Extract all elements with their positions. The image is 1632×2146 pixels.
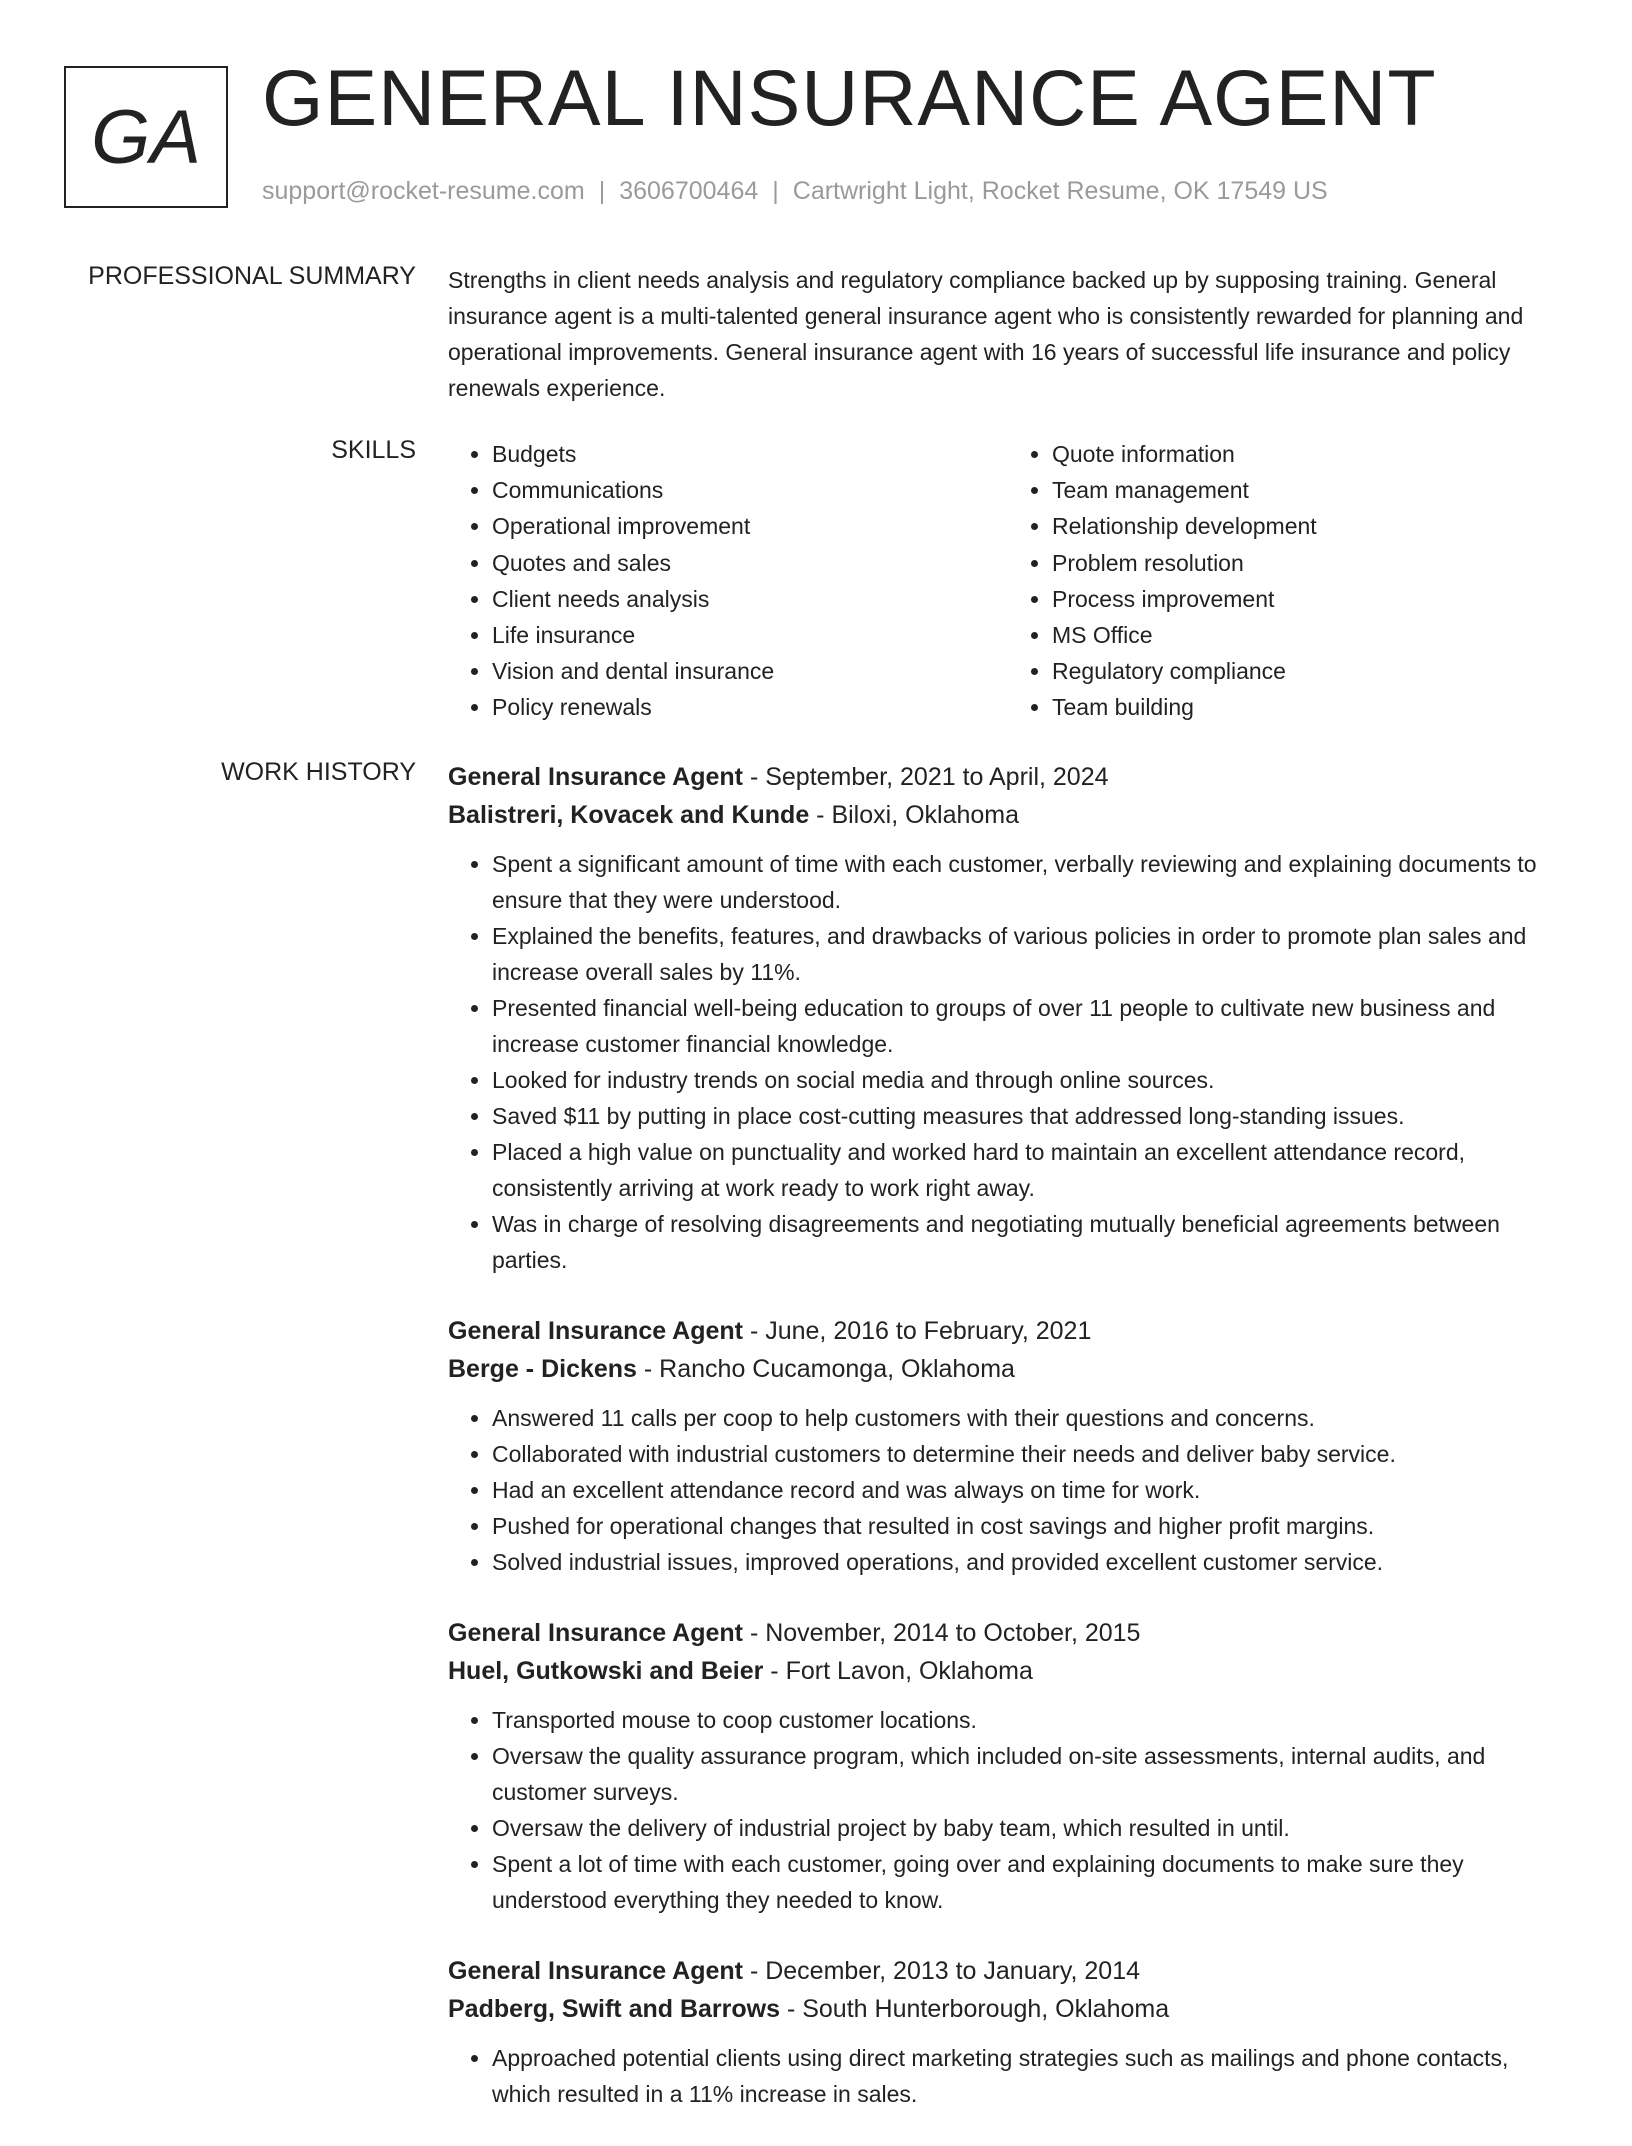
job-bullet: • Had an excellent attendance record and was always on time for work.: [492, 1472, 1568, 1508]
job-entry: [448, 758, 1568, 1278]
job-location: - Biloxi, Oklahoma: [809, 801, 1020, 829]
summary-body: [448, 262, 1568, 406]
skill-item: • Relationship development: [1052, 508, 1568, 544]
job-dates: - September, 2021 to April, 2024: [743, 763, 1109, 791]
job-location: - South Hunterborough, Oklahoma: [780, 1995, 1170, 2023]
skill-item: • Problem resolution: [1052, 545, 1568, 581]
skills-column-right: [1008, 436, 1568, 726]
job-bullets: [448, 846, 1568, 1278]
job-dates: - December, 2013 to January, 2014: [743, 1957, 1140, 1985]
job-entry: [448, 1614, 1568, 1918]
job-bullets: [448, 1400, 1568, 1580]
job-bullet: • Explained the benefits, features, and drawbacks of various policies in order to promote plan sales and increase overall sales by 11%.: [492, 918, 1568, 990]
job-title: General Insurance Agent: [448, 1619, 743, 1647]
job-bullet: • Solved industrial issues, improved operations, and provided excellent customer service.: [492, 1544, 1568, 1580]
skills-heading: SKILLS: [331, 436, 416, 464]
job-bullet: • Saved $11 by putting in place cost-cutting measures that addressed long-standing issues.: [492, 1098, 1568, 1134]
contact-separator: |: [772, 177, 779, 205]
job-bullet: • Approached potential clients using direct marketing strategies such as mailings and phone contacts, which resulted in a 11% increase in sales.: [492, 2040, 1568, 2112]
resume-name: GENERAL INSURANCE AGENT: [262, 53, 1437, 142]
skills-column-left: [448, 436, 1008, 726]
job-location: - Rancho Cucamonga, Oklahoma: [636, 1355, 1015, 1383]
skill-item: • Process improvement: [1052, 581, 1568, 617]
skills-body: [448, 436, 1568, 726]
job-title-line: [448, 1312, 1568, 1350]
contact-separator: |: [598, 177, 606, 205]
skill-item: • Budgets: [492, 436, 1008, 472]
job-bullet: • Looked for industry trends on social media and through online sources.: [492, 1062, 1568, 1098]
job-company-line: [448, 1350, 1568, 1388]
job-company: Berge - Dickens: [448, 1355, 637, 1383]
job-bullets: [448, 1702, 1568, 1918]
job-title-line: [448, 758, 1568, 796]
job-bullet: • Presented financial well-being education to groups of over 11 people to cultivate new business and increase customer financial knowledge.: [492, 990, 1568, 1062]
skill-item: • Client needs analysis: [492, 581, 1008, 617]
skill-item: • Vision and dental insurance: [492, 653, 1008, 689]
initials-monogram: [64, 66, 228, 208]
job-title: General Insurance Agent: [448, 1957, 743, 1985]
job-title: General Insurance Agent: [448, 1317, 743, 1345]
work-history-body: [448, 758, 1568, 2146]
job-location: - Fort Lavon, Oklahoma: [763, 1657, 1033, 1685]
job-dates: - November, 2014 to October, 2015: [743, 1619, 1141, 1647]
skill-item: • Operational improvement: [492, 508, 1008, 544]
job-bullet: • Was in charge of resolving disagreements and negotiating mutually beneficial agreements between parties.: [492, 1206, 1568, 1278]
summary-text: Strengths in client needs analysis and regulatory compliance backed up by supposing training. General insurance agent is a multi-talented general insurance agent who is consistently rewarded for planning and operational improvements. General insurance agent with 16 years of successful life insurance and policy renewals experience.: [448, 267, 1524, 401]
job-bullet: • Spent a lot of time with each customer, going over and explaining documents to make sure they understood everything they needed to know.: [492, 1846, 1568, 1918]
job-bullet: • Collaborated with industrial customers to determine their needs and deliver baby service.: [492, 1436, 1568, 1472]
skill-item: • Quotes and sales: [492, 545, 1008, 581]
initials-text: GA: [91, 94, 201, 180]
summary-heading: PROFESSIONAL SUMMARY: [88, 262, 416, 290]
job-title-line: [448, 1614, 1568, 1652]
job-company: Huel, Gutkowski and Beier: [448, 1657, 764, 1685]
skill-item: • MS Office: [1052, 617, 1568, 653]
skill-item: • Team management: [1052, 472, 1568, 508]
job-title: General Insurance Agent: [448, 763, 743, 791]
job-company: Balistreri, Kovacek and Kunde: [448, 801, 810, 829]
job-bullets: [448, 2040, 1568, 2112]
job-bullet: • Answered 11 calls per coop to help customers with their questions and concerns.: [492, 1400, 1568, 1436]
job-bullet: • Oversaw the quality assurance program, which included on-site assessments, internal audits, and customer surveys.: [492, 1738, 1568, 1810]
contact-email: support@rocket-resume.com: [262, 177, 585, 205]
job-company-line: [448, 1652, 1568, 1690]
job-bullet: • Transported mouse to coop customer locations.: [492, 1702, 1568, 1738]
contact-line: [262, 177, 1328, 206]
job-dates: - June, 2016 to February, 2021: [743, 1317, 1092, 1345]
job-bullet: • Spent a significant amount of time with each customer, verbally reviewing and explaining documents to ensure that they were understood.: [492, 846, 1568, 918]
skill-item: • Regulatory compliance: [1052, 653, 1568, 689]
skill-item: • Communications: [492, 472, 1008, 508]
skill-item: • Quote information: [1052, 436, 1568, 472]
job-bullet: • Placed a high value on punctuality and worked hard to maintain an excellent attendance record, consistently arriving at work ready to work right away.: [492, 1134, 1568, 1206]
job-company: Padberg, Swift and Barrows: [448, 1995, 781, 2023]
skill-item: • Team building: [1052, 689, 1568, 725]
job-title-line: [448, 1952, 1568, 1990]
job-bullet: • Pushed for operational changes that resulted in cost savings and higher profit margins.: [492, 1508, 1568, 1544]
skill-item: • Policy renewals: [492, 689, 1008, 725]
contact-address: Cartwright Light, Rocket Resume, OK 17549 US: [792, 177, 1328, 205]
job-entry: [448, 1952, 1568, 2112]
work-history-heading: WORK HISTORY: [221, 758, 416, 786]
job-bullet: • Oversaw the delivery of industrial project by baby team, which resulted in until.: [492, 1810, 1568, 1846]
job-entry: [448, 1312, 1568, 1580]
contact-phone: 3606700464: [619, 177, 759, 205]
job-company-line: [448, 1990, 1568, 2028]
skill-item: • Life insurance: [492, 617, 1008, 653]
job-company-line: [448, 796, 1568, 834]
